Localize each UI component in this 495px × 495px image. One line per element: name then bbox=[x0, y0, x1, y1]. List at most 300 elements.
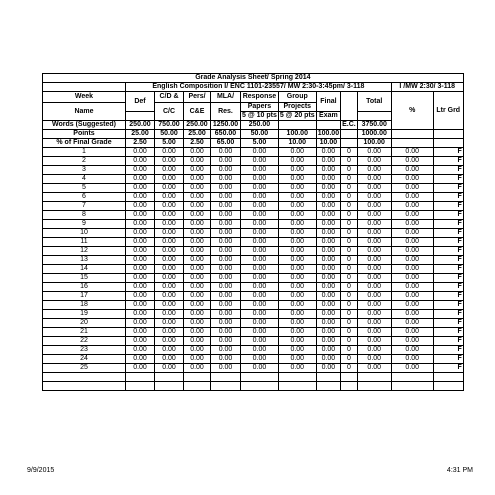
grade-cell: 0.00 bbox=[126, 310, 155, 319]
table-row bbox=[43, 283, 464, 292]
letter-grade-cell: F bbox=[433, 220, 463, 229]
grade-cell: 0.00 bbox=[126, 166, 155, 175]
grade-cell: 0.00 bbox=[211, 301, 241, 310]
grade-cell: 0.00 bbox=[211, 283, 241, 292]
letter-grade-cell: F bbox=[433, 157, 463, 166]
table-row bbox=[43, 238, 464, 247]
points-cell: 100.00 bbox=[317, 130, 340, 137]
grade-cell: 0.00 bbox=[241, 175, 279, 184]
grade-cell: 0.00 bbox=[241, 238, 279, 247]
pct-final-cell: 2.50 bbox=[184, 139, 211, 148]
grade-cell: 0.00 bbox=[391, 202, 433, 211]
pct-final-cell bbox=[391, 139, 433, 148]
grade-cell: 0.00 bbox=[155, 157, 184, 166]
table-row bbox=[43, 220, 464, 229]
grade-cell: 0.00 bbox=[184, 211, 211, 220]
grade-cell: 0.00 bbox=[211, 364, 241, 373]
grade-cell: 0.00 bbox=[391, 148, 433, 157]
empty-cell bbox=[155, 382, 184, 391]
grade-cell: 0.00 bbox=[316, 355, 340, 364]
header-group-top: Group bbox=[278, 92, 316, 103]
grade-cell: 0.00 bbox=[357, 346, 391, 355]
empty-cell bbox=[341, 373, 358, 382]
grade-analysis-table bbox=[42, 73, 464, 391]
grade-cell: 0.00 bbox=[357, 166, 391, 175]
grade-cell: 0.00 bbox=[391, 346, 433, 355]
grade-cell: 0.00 bbox=[316, 283, 340, 292]
grade-cell: 0.00 bbox=[278, 283, 316, 292]
empty-cell bbox=[316, 382, 340, 391]
empty-cell bbox=[126, 382, 155, 391]
grade-cell: 0.00 bbox=[184, 292, 211, 301]
header-total: Total bbox=[357, 92, 391, 112]
course-info: English Composition I/ ENC 1101-23557/ MW 2:30-3:45pm/ 3-118 bbox=[126, 83, 392, 92]
grade-cell: 0 bbox=[341, 256, 358, 265]
empty-cell bbox=[278, 382, 316, 391]
grade-cell: 0.00 bbox=[155, 310, 184, 319]
week-label: Week bbox=[43, 92, 126, 103]
row-number: 14 bbox=[43, 265, 126, 274]
empty-cell bbox=[211, 373, 241, 382]
empty-cell bbox=[357, 382, 391, 391]
points-cell bbox=[391, 130, 433, 139]
grade-cell: 0.00 bbox=[278, 355, 316, 364]
grade-cell: 0.00 bbox=[126, 193, 155, 202]
table-row bbox=[43, 256, 464, 265]
grade-cell: 0.00 bbox=[357, 265, 391, 274]
grade-cell: 0.00 bbox=[211, 319, 241, 328]
row-number: 3 bbox=[43, 166, 126, 175]
grade-cell: 0.00 bbox=[211, 193, 241, 202]
table-row bbox=[43, 211, 464, 220]
grade-cell: 0.00 bbox=[126, 256, 155, 265]
points-cell: 1000.00 bbox=[357, 130, 391, 139]
grade-cell: 0.00 bbox=[357, 364, 391, 373]
letter-grade-cell: F bbox=[433, 274, 463, 283]
letter-grade-cell: F bbox=[433, 148, 463, 157]
empty-cell bbox=[43, 373, 126, 382]
grade-cell: 0.00 bbox=[184, 328, 211, 337]
grade-cell: 0.00 bbox=[155, 229, 184, 238]
grade-cell: 0.00 bbox=[357, 211, 391, 220]
grade-cell: 0.00 bbox=[357, 328, 391, 337]
grade-cell: 0.00 bbox=[155, 220, 184, 229]
letter-grade-cell: F bbox=[433, 319, 463, 328]
row-number: 4 bbox=[43, 175, 126, 184]
grade-cell: 0.00 bbox=[278, 220, 316, 229]
header-total-blank bbox=[357, 112, 391, 121]
grade-cell: 0.00 bbox=[126, 265, 155, 274]
words-cell bbox=[278, 121, 316, 130]
grade-cell: 0.00 bbox=[184, 166, 211, 175]
table-row bbox=[43, 184, 464, 193]
table-row bbox=[43, 229, 464, 238]
grade-cell: 0.00 bbox=[184, 355, 211, 364]
letter-grade-cell: F bbox=[433, 283, 463, 292]
table-row bbox=[43, 364, 464, 373]
grade-cell: 0.00 bbox=[357, 301, 391, 310]
letter-grade-cell: F bbox=[433, 328, 463, 337]
grade-cell: 0.00 bbox=[241, 247, 279, 256]
letter-grade-cell: F bbox=[433, 346, 463, 355]
grade-cell: 0.00 bbox=[211, 211, 241, 220]
points-cell: 650.00 bbox=[211, 130, 241, 139]
points-cell: 50.00 bbox=[241, 130, 279, 139]
grade-cell: 0.00 bbox=[241, 211, 279, 220]
grade-cell: 0 bbox=[341, 175, 358, 184]
grade-cell: 0.00 bbox=[316, 157, 340, 166]
pct-final-cell: 10.00 bbox=[278, 139, 316, 148]
print-time: 4:31 PM bbox=[446, 467, 473, 474]
header-ec-top-blank bbox=[341, 92, 358, 121]
grade-cell: 0.00 bbox=[126, 355, 155, 364]
grade-cell: 0.00 bbox=[278, 292, 316, 301]
header-mla-top: MLA/ bbox=[211, 92, 241, 103]
header-def-blank bbox=[126, 112, 155, 121]
grade-cell: 0.00 bbox=[126, 184, 155, 193]
grade-cell: 0.00 bbox=[184, 157, 211, 166]
grade-cell: 0.00 bbox=[155, 283, 184, 292]
grade-cell: 0.00 bbox=[357, 175, 391, 184]
grade-cell: 0.00 bbox=[391, 220, 433, 229]
grade-cell: 0.00 bbox=[241, 256, 279, 265]
grade-cell: 0.00 bbox=[316, 211, 340, 220]
row-number: 22 bbox=[43, 337, 126, 346]
grade-cell: 0.00 bbox=[155, 355, 184, 364]
grade-cell: 0 bbox=[341, 202, 358, 211]
table-row bbox=[43, 265, 464, 274]
grade-cell: 0.00 bbox=[391, 319, 433, 328]
grade-cell: 0 bbox=[341, 292, 358, 301]
empty-cell bbox=[278, 373, 316, 382]
header-response-mid: Papers bbox=[241, 103, 279, 112]
grade-cell: 0.00 bbox=[316, 265, 340, 274]
grade-cell: 0.00 bbox=[316, 148, 340, 157]
table-row bbox=[43, 157, 464, 166]
points-cell bbox=[341, 130, 358, 139]
grade-cell: 0.00 bbox=[184, 229, 211, 238]
grade-cell: 0 bbox=[341, 211, 358, 220]
letter-grade-cell: F bbox=[433, 238, 463, 247]
grade-cell: 0 bbox=[341, 184, 358, 193]
table-row bbox=[43, 319, 464, 328]
grade-cell: 0.00 bbox=[278, 337, 316, 346]
grade-cell: 0.00 bbox=[241, 292, 279, 301]
row-number: 13 bbox=[43, 256, 126, 265]
grade-cell: 0.00 bbox=[155, 256, 184, 265]
empty-cell bbox=[433, 382, 463, 391]
grade-cell: 0.00 bbox=[391, 355, 433, 364]
grade-cell: 0.00 bbox=[391, 256, 433, 265]
grade-cell: 0.00 bbox=[278, 346, 316, 355]
grade-cell: 0.00 bbox=[391, 238, 433, 247]
empty-cell bbox=[155, 373, 184, 382]
grade-cell: 0.00 bbox=[211, 220, 241, 229]
letter-grade-cell: F bbox=[433, 310, 463, 319]
grade-cell: 0.00 bbox=[357, 238, 391, 247]
header-cd-top: C/D & bbox=[155, 92, 184, 103]
row-number: 16 bbox=[43, 283, 126, 292]
grade-cell: 0.00 bbox=[211, 238, 241, 247]
grade-cell: 0.00 bbox=[211, 292, 241, 301]
row-number: 11 bbox=[43, 238, 126, 247]
grade-cell: 0.00 bbox=[155, 292, 184, 301]
table-row bbox=[43, 175, 464, 184]
empty-cell bbox=[43, 382, 126, 391]
grade-cell: 0.00 bbox=[126, 148, 155, 157]
grade-cell: 0.00 bbox=[184, 364, 211, 373]
grade-cell: 0.00 bbox=[126, 229, 155, 238]
grade-cell: 0.00 bbox=[241, 220, 279, 229]
grade-cell: 0.00 bbox=[211, 166, 241, 175]
grade-cell: 0.00 bbox=[278, 202, 316, 211]
grade-cell: 0.00 bbox=[316, 238, 340, 247]
letter-grade-cell: F bbox=[433, 202, 463, 211]
grade-cell: 0.00 bbox=[278, 157, 316, 166]
letter-grade-cell: F bbox=[433, 355, 463, 364]
grade-cell: 0.00 bbox=[391, 274, 433, 283]
letter-grade-cell: F bbox=[433, 364, 463, 373]
grade-cell: 0.00 bbox=[391, 175, 433, 184]
grade-cell: 0.00 bbox=[241, 148, 279, 157]
points-cell: 100.00 bbox=[278, 130, 316, 139]
row-number: 5 bbox=[43, 184, 126, 193]
grade-cell: 0.00 bbox=[357, 229, 391, 238]
grade-cell: 0.00 bbox=[211, 229, 241, 238]
grade-cell: 0.00 bbox=[184, 346, 211, 355]
grade-cell: 0 bbox=[341, 328, 358, 337]
grade-cell: 0.00 bbox=[126, 202, 155, 211]
grade-cell: 0.00 bbox=[155, 202, 184, 211]
grade-cell: 0.00 bbox=[316, 247, 340, 256]
grade-cell: 0.00 bbox=[126, 283, 155, 292]
words-label: Words (Suggested) bbox=[43, 121, 126, 130]
grade-cell: 0.00 bbox=[316, 229, 340, 238]
grade-cell: 0.00 bbox=[278, 184, 316, 193]
empty-cell bbox=[211, 382, 241, 391]
header-letter-grade: Ltr Grd bbox=[433, 92, 463, 130]
table-row bbox=[43, 274, 464, 283]
sheet-title: Grade Analysis Sheet/ Spring 2014 bbox=[43, 74, 464, 83]
grade-cell: 0.00 bbox=[184, 148, 211, 157]
grade-cell: 0.00 bbox=[241, 274, 279, 283]
grade-cell: 0.00 bbox=[241, 184, 279, 193]
grade-cell: 0.00 bbox=[211, 355, 241, 364]
grade-cell: 0.00 bbox=[241, 265, 279, 274]
grade-cell: 0.00 bbox=[211, 148, 241, 157]
grade-cell: 0.00 bbox=[278, 301, 316, 310]
grade-cell: 0.00 bbox=[184, 283, 211, 292]
grade-cell: 0.00 bbox=[357, 202, 391, 211]
grade-cell: 0.00 bbox=[241, 346, 279, 355]
grade-cell: 0.00 bbox=[126, 328, 155, 337]
grade-cell: 0.00 bbox=[241, 364, 279, 373]
grade-cell: 0.00 bbox=[357, 337, 391, 346]
grade-cell: 0.00 bbox=[211, 328, 241, 337]
grade-cell: 0.00 bbox=[391, 292, 433, 301]
letter-grade-cell: F bbox=[433, 175, 463, 184]
grade-cell: 0 bbox=[341, 229, 358, 238]
row-number: 15 bbox=[43, 274, 126, 283]
grade-cell: 0.00 bbox=[211, 202, 241, 211]
grade-cell: 0.00 bbox=[126, 364, 155, 373]
grade-cell: 0.00 bbox=[316, 184, 340, 193]
pct-final-cell: 65.00 bbox=[211, 139, 241, 148]
grade-cell: 0.00 bbox=[184, 319, 211, 328]
grade-cell: 0.00 bbox=[126, 238, 155, 247]
letter-grade-cell: F bbox=[433, 166, 463, 175]
row-number: 19 bbox=[43, 310, 126, 319]
grade-cell: 0 bbox=[341, 265, 358, 274]
grade-cell: 0.00 bbox=[357, 274, 391, 283]
empty-cell bbox=[433, 373, 463, 382]
header-response-bottom: 5 @ 10 pts bbox=[242, 112, 277, 119]
grade-cell: 0.00 bbox=[278, 229, 316, 238]
grade-cell: 0.00 bbox=[278, 148, 316, 157]
grade-cell: 0.00 bbox=[155, 328, 184, 337]
grade-cell: 0.00 bbox=[211, 184, 241, 193]
header-final-top: Final bbox=[316, 92, 340, 112]
grade-cell: 0.00 bbox=[357, 292, 391, 301]
pct-final-cell: 10.00 bbox=[316, 139, 340, 148]
grade-cell: 0 bbox=[341, 148, 358, 157]
grade-cell: 0.00 bbox=[316, 292, 340, 301]
print-date: 9/9/2015 bbox=[27, 467, 55, 474]
grade-cell: 0.00 bbox=[241, 355, 279, 364]
empty-cell bbox=[341, 382, 358, 391]
header-cd-bottom: C/C bbox=[155, 103, 184, 121]
row-number: 6 bbox=[43, 193, 126, 202]
grade-cell: 0.00 bbox=[184, 337, 211, 346]
grade-cell: 0.00 bbox=[211, 256, 241, 265]
grade-cell: 0 bbox=[341, 193, 358, 202]
points-cell bbox=[433, 130, 463, 139]
grade-cell: 0.00 bbox=[241, 202, 279, 211]
blank-cell bbox=[43, 83, 126, 92]
empty-row bbox=[43, 373, 464, 382]
grade-cell: 0.00 bbox=[184, 193, 211, 202]
grade-cell: 0.00 bbox=[211, 157, 241, 166]
table-row bbox=[43, 148, 464, 157]
grade-cell: 0.00 bbox=[391, 265, 433, 274]
letter-grade-cell: F bbox=[433, 265, 463, 274]
grade-cell: 0.00 bbox=[241, 328, 279, 337]
points-row bbox=[43, 130, 464, 139]
grade-cell: 0.00 bbox=[155, 319, 184, 328]
grade-cell: 0.00 bbox=[155, 337, 184, 346]
pct-final-label: % of Final Grade bbox=[43, 139, 126, 148]
grade-cell: 0.00 bbox=[391, 310, 433, 319]
table-row bbox=[43, 346, 464, 355]
letter-grade-cell: F bbox=[433, 292, 463, 301]
table-row bbox=[43, 193, 464, 202]
grade-cell: 0.00 bbox=[241, 157, 279, 166]
grade-cell: 0.00 bbox=[391, 337, 433, 346]
grade-cell: 0.00 bbox=[357, 157, 391, 166]
grade-cell: 0.00 bbox=[155, 238, 184, 247]
grade-cell: 0.00 bbox=[155, 184, 184, 193]
row-number: 20 bbox=[43, 319, 126, 328]
empty-cell bbox=[241, 382, 279, 391]
grade-cell: 0 bbox=[341, 301, 358, 310]
row-number: 10 bbox=[43, 229, 126, 238]
header-pers-bottom: C&E bbox=[184, 103, 211, 121]
empty-cell bbox=[184, 373, 211, 382]
grade-cell: 0.00 bbox=[316, 193, 340, 202]
grade-cell: 0.00 bbox=[155, 148, 184, 157]
row-number: 21 bbox=[43, 328, 126, 337]
grade-cell: 0.00 bbox=[316, 319, 340, 328]
grade-cell: 0 bbox=[341, 364, 358, 373]
grade-cell: 0.00 bbox=[184, 301, 211, 310]
letter-grade-cell: F bbox=[433, 301, 463, 310]
table-row bbox=[43, 355, 464, 364]
grade-cell: 0.00 bbox=[126, 346, 155, 355]
grade-cell: 0.00 bbox=[316, 346, 340, 355]
grade-cell: 0.00 bbox=[184, 184, 211, 193]
grade-cell: 0.00 bbox=[211, 265, 241, 274]
words-cell: 750.00 bbox=[155, 121, 184, 130]
grade-cell: 0.00 bbox=[126, 175, 155, 184]
grade-cell: 0.00 bbox=[391, 328, 433, 337]
points-cell: 50.00 bbox=[155, 130, 184, 139]
header-def: Def bbox=[126, 92, 155, 112]
table-row bbox=[43, 310, 464, 319]
letter-grade-cell: F bbox=[433, 247, 463, 256]
grade-cell: 0.00 bbox=[241, 319, 279, 328]
grade-cell: 0.00 bbox=[278, 166, 316, 175]
grade-cell: 0 bbox=[341, 283, 358, 292]
grade-cell: 0.00 bbox=[316, 337, 340, 346]
grade-cell: 0.00 bbox=[357, 247, 391, 256]
row-number: 17 bbox=[43, 292, 126, 301]
letter-grade-cell: F bbox=[433, 229, 463, 238]
grade-cell: 0.00 bbox=[278, 274, 316, 283]
grade-cell: 0 bbox=[341, 166, 358, 175]
words-cell: 1250.00 bbox=[211, 121, 241, 130]
grade-cell: 0.00 bbox=[278, 211, 316, 220]
grade-cell: 0.00 bbox=[316, 328, 340, 337]
pct-final-cell: 2.50 bbox=[126, 139, 155, 148]
header-response-top: Response bbox=[241, 92, 279, 103]
grade-cell: 0.00 bbox=[155, 301, 184, 310]
points-label: Points bbox=[43, 130, 126, 139]
grade-cell: 0.00 bbox=[278, 175, 316, 184]
words-cell: 3750.00 bbox=[357, 121, 391, 130]
pct-final-cell bbox=[433, 139, 463, 148]
header-group-mid: Projects bbox=[278, 103, 316, 112]
row-number: 24 bbox=[43, 355, 126, 364]
grade-cell: 0.00 bbox=[278, 328, 316, 337]
grade-cell: 0.00 bbox=[155, 175, 184, 184]
header-percent: % bbox=[391, 92, 433, 130]
grade-cell: 0.00 bbox=[391, 301, 433, 310]
grade-cell: 0 bbox=[341, 247, 358, 256]
grade-cell: 0.00 bbox=[184, 274, 211, 283]
empty-cell bbox=[184, 382, 211, 391]
grade-cell: 0.00 bbox=[357, 193, 391, 202]
grade-cell: 0.00 bbox=[155, 346, 184, 355]
grade-cell: 0.00 bbox=[211, 337, 241, 346]
grade-cell: 0.00 bbox=[391, 247, 433, 256]
grade-cell: 0.00 bbox=[391, 229, 433, 238]
grade-cell: 0.00 bbox=[316, 220, 340, 229]
grade-cell: 0.00 bbox=[241, 301, 279, 310]
grade-cell: 0.00 bbox=[126, 292, 155, 301]
grade-cell: 0.00 bbox=[357, 256, 391, 265]
grade-cell: 0 bbox=[341, 310, 358, 319]
grade-cell: 0.00 bbox=[357, 148, 391, 157]
